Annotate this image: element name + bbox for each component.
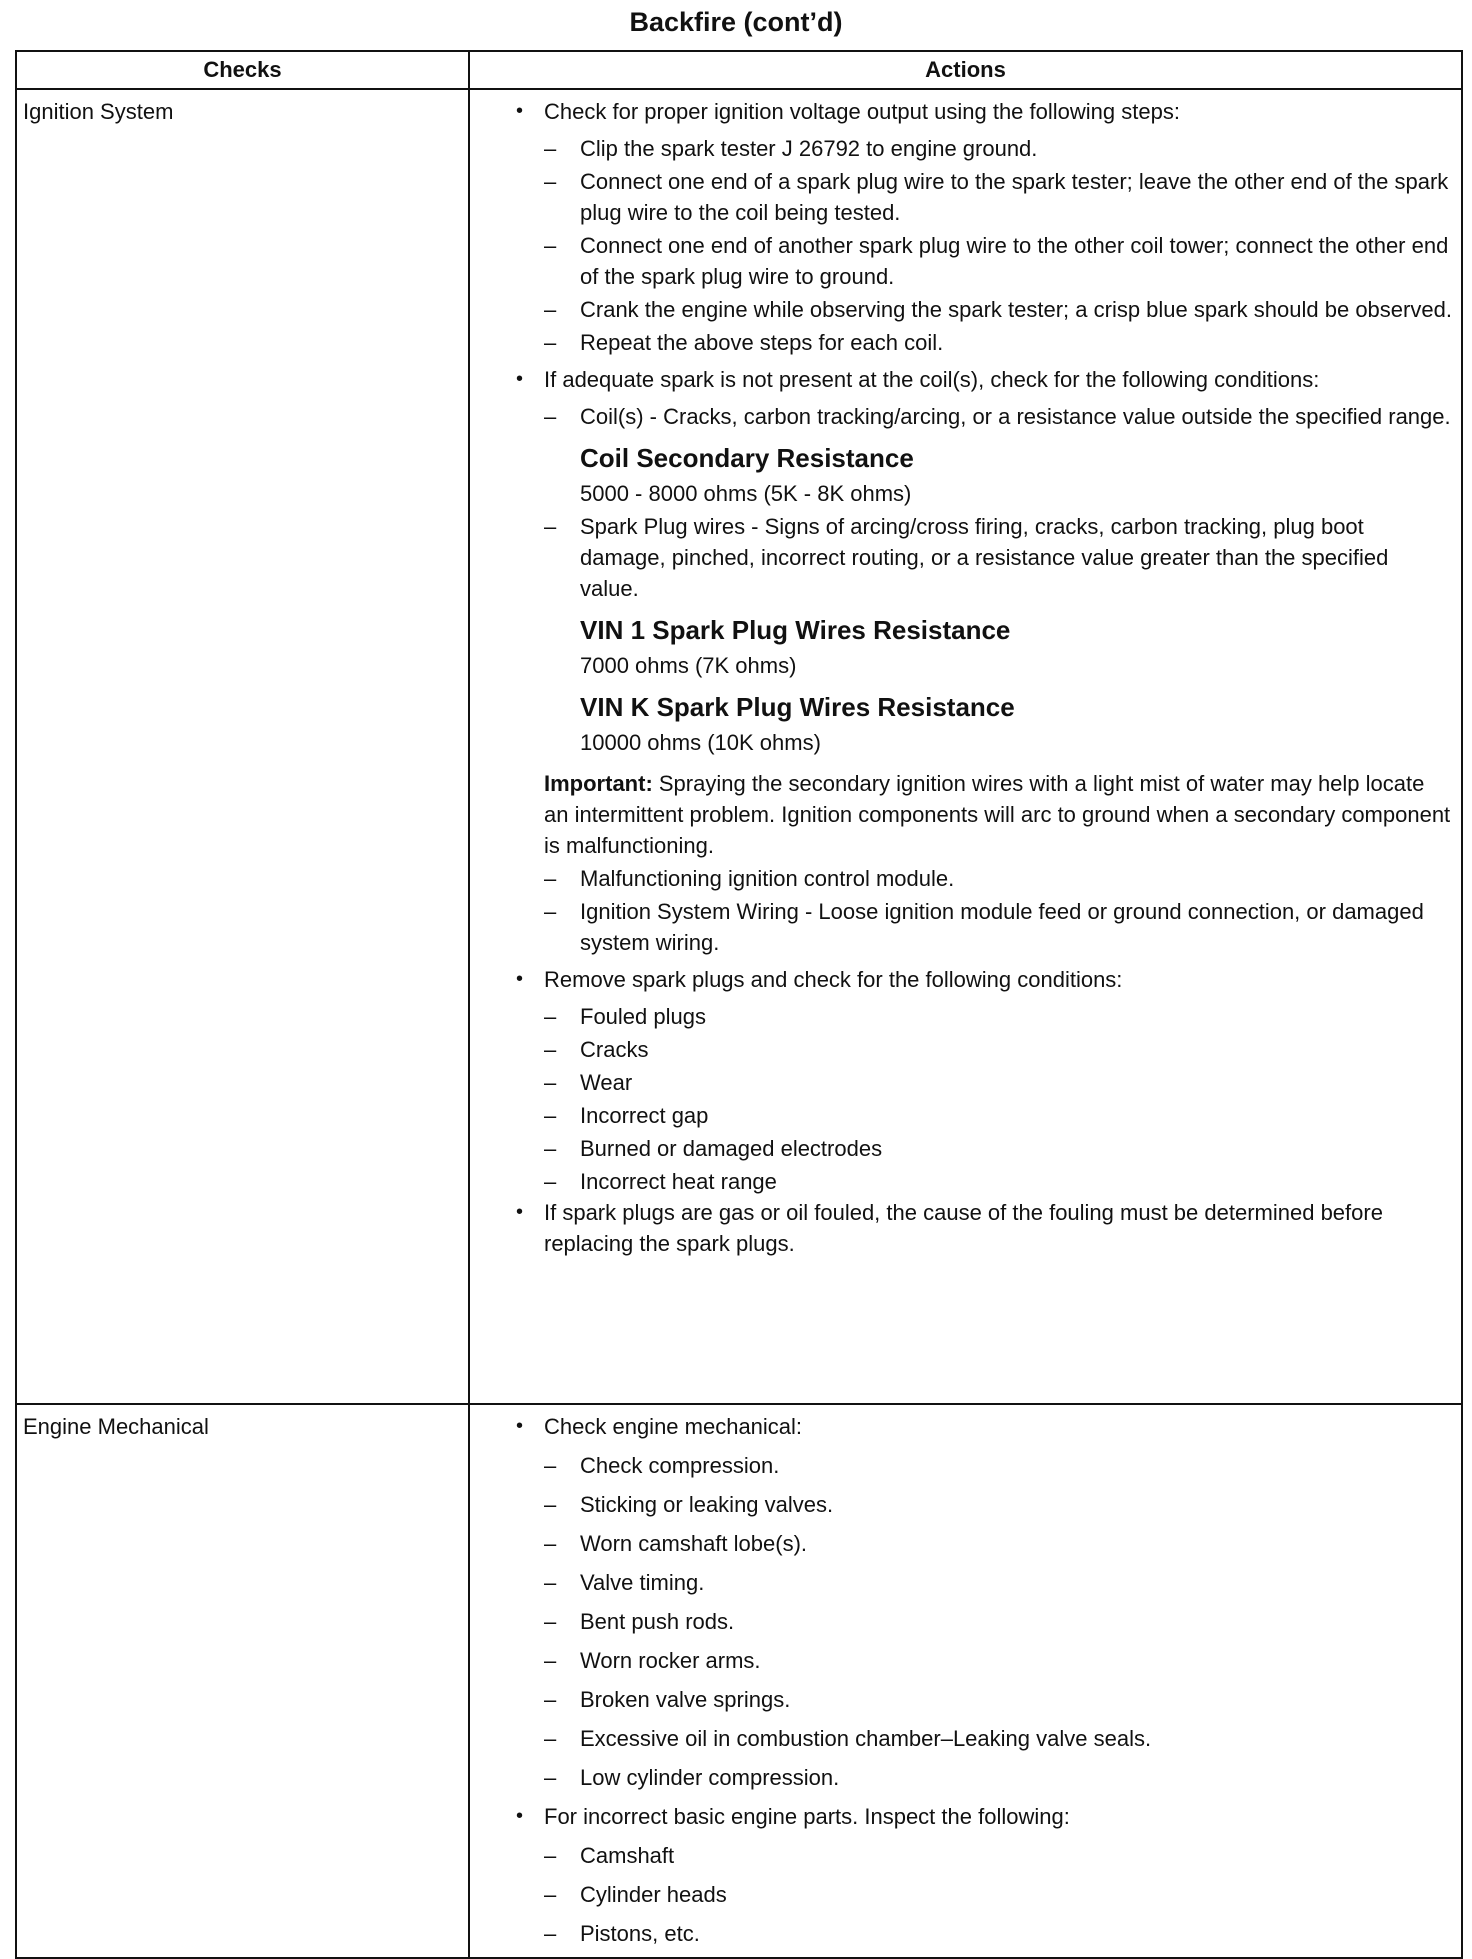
action-step: – Cylinder heads: [514, 1879, 1453, 1910]
action-step: – Fouled plugs: [514, 1001, 1453, 1032]
action-step: – Worn rocker arms.: [514, 1645, 1453, 1676]
spec-value: 5000 - 8000 ohms (5K - 8K ohms): [580, 481, 912, 506]
action-step: – Connect one end of another spark plug wire to the other coil tower; connect the other end of the spark plug wire to ground.: [514, 230, 1453, 292]
action-step: – Incorrect heat range: [514, 1166, 1453, 1197]
spec-value: 10000 ohms (10K ohms): [580, 730, 821, 755]
action-step: – Cracks: [514, 1034, 1453, 1065]
action-bullet: • Remove spark plugs and check for the following conditions:: [514, 964, 1453, 995]
important-text: Spraying the secondary ignition wires with a light mist of water may help locate an intermittent problem. Ignition components will arc to ground when a secondary component is malfunctioning.: [544, 771, 1451, 858]
action-step: – Spark Plug wires - Signs of arcing/cross firing, cracks, carbon tracking, plug boot damage, pinched, incorrect routing, or a resistance value greater than the specified value.: [514, 511, 1453, 604]
action-step: – Wear: [514, 1067, 1453, 1098]
action-step: – Incorrect gap: [514, 1100, 1453, 1131]
spec-title: VIN 1 Spark Plug Wires Resistance: [580, 615, 1011, 645]
action-step: – Broken valve springs.: [514, 1684, 1453, 1715]
action-step: – Burned or damaged electrodes: [514, 1133, 1453, 1164]
spec-title: Coil Secondary Resistance: [580, 443, 914, 473]
actions-column-header: Actions: [469, 51, 1462, 89]
action-bullet: • Check for proper ignition voltage output using the following steps:: [514, 96, 1453, 127]
actions-engine-mechanical: [469, 1404, 1462, 1958]
spec-title: VIN K Spark Plug Wires Resistance: [580, 692, 1015, 722]
action-bullet: • Check engine mechanical:: [514, 1411, 1453, 1442]
action-step: – Clip the spark tester J 26792 to engine ground.: [514, 133, 1453, 164]
action-bullet: • If adequate spark is not present at the coil(s), check for the following conditions:: [514, 364, 1453, 395]
action-step: – Excessive oil in combustion chamber–Leaking valve seals.: [514, 1723, 1453, 1754]
action-step: – Check compression.: [514, 1450, 1453, 1481]
action-step: – Low cylinder compression.: [514, 1762, 1453, 1793]
action-step: – Valve timing.: [514, 1567, 1453, 1598]
header-row: [16, 51, 1462, 89]
action-step: – Malfunctioning ignition control module.: [514, 863, 1453, 894]
checks-column-header: Checks: [16, 51, 469, 89]
action-bullet: • If spark plugs are gas or oil fouled, the cause of the fouling must be determined before replacing the spark plugs.: [514, 1197, 1453, 1259]
actions-ignition-system: [469, 89, 1462, 1404]
action-step: – Worn camshaft lobe(s).: [514, 1528, 1453, 1559]
action-step: – Sticking or leaking valves.: [514, 1489, 1453, 1520]
action-step: – Ignition System Wiring - Loose ignition module feed or ground connection, or damaged system wiring.: [514, 896, 1453, 958]
table-row: [16, 89, 1462, 1404]
action-step: – Pistons, etc.: [514, 1918, 1453, 1949]
table-row: [16, 1404, 1462, 1958]
action-step: – Repeat the above steps for each coil.: [514, 327, 1453, 358]
action-step: – Connect one end of a spark plug wire to the spark tester; leave the other end of the spark plug wire to the coil being tested.: [514, 166, 1453, 228]
diagnostic-table: [15, 50, 1463, 1959]
action-step: – Crank the engine while observing the spark tester; a crisp blue spark should be observed.: [514, 294, 1453, 325]
important-note: [514, 768, 1453, 861]
action-bullet: • For incorrect basic engine parts. Inspect the following:: [514, 1801, 1453, 1832]
page-title: Backfire (cont’d): [629, 7, 843, 37]
spec-value: 7000 ohms (7K ohms): [580, 653, 797, 678]
check-engine-mechanical: Engine Mechanical: [16, 1404, 469, 1958]
action-step: – Bent push rods.: [514, 1606, 1453, 1637]
check-ignition-system: Ignition System: [16, 89, 469, 1404]
action-step: – Coil(s) - Cracks, carbon tracking/arcing, or a resistance value outside the specified range.: [514, 401, 1453, 432]
action-step: – Camshaft: [514, 1840, 1453, 1871]
important-label: Important:: [544, 771, 653, 796]
